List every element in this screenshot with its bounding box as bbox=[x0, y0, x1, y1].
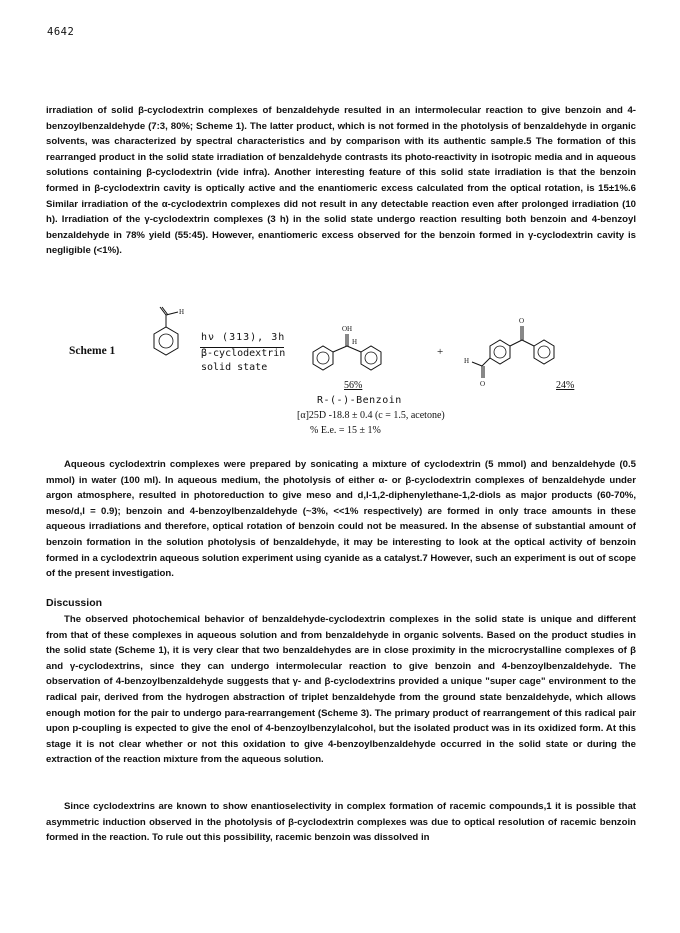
reaction-condition: β-cyclodextrin bbox=[201, 348, 286, 359]
product-name: R-(-)-Benzoin bbox=[317, 395, 402, 406]
plus-sign: + bbox=[437, 346, 444, 358]
section-heading: Discussion bbox=[46, 597, 103, 609]
paragraph-text: Since cyclodextrins are known to show enantioselectivity in complex formation of racemic compounds,1 it is possible that asymmetric induction observed in the photolysis of β-cyclodextrin complexes was due to optical resolution of racemic benzoin formed in the reaction. To rule out this possibility, racemic benzoin was dissolved in bbox=[46, 801, 636, 844]
paragraph-text: irradiation of solid β-cyclodextrin complexes of benzaldehyde resulted in an intermolecular reaction to give benzoin and 4-benzoylbenzaldehyde (7:3, 80%; Scheme 1). The latter product, which is not formed in the photolysis of benzaldehyde in organic solvents, was characterized by spectral characteristics and by comparison with its authentic sample.5 The formation of this rearranged product in the solid state irradiation of benzaldehyde contrasts its photo-reactivity in isotropic media and in aqueous solutions containing β-cyclodextrin (vide infra). Another interesting feature of this solid state irradiation is that the benzoin formed in β-cyclodextrin cavity is optically active and the enantiomeric excess calculated from the optical rotation, is 15±1%.6 Similar irradiation of the α-cyclodextrin complexes did not result in any detectable reaction even after prolonged irradiation (10 h). Irradiation of the γ-cyclodextrin complexes (3 h) in the solid state undergo reaction resulting both benzoin and 4-benzoyl benzaldehyde in 78% yield (55:45). However, enantiomeric excess observed for the benzoin formed in γ-cyclodextrin cavity is negligible (<1%). bbox=[46, 105, 636, 257]
yield-benzoylbenzaldehyde: 24% bbox=[556, 380, 575, 391]
benzoylbenzaldehyde-structure bbox=[460, 310, 590, 390]
optical-rotation: [α]25D -18.8 ± 0.4 (c = 1.5, acetone) bbox=[297, 410, 445, 421]
benzoin-structure bbox=[305, 308, 415, 378]
yield-benzoin: 56% bbox=[344, 380, 363, 391]
paragraph-discussion bbox=[46, 612, 636, 768]
atom-label: H bbox=[464, 357, 470, 365]
atom-label: OH bbox=[342, 325, 353, 333]
paragraph-results bbox=[46, 103, 636, 259]
reaction-condition: solid state bbox=[201, 362, 268, 373]
atom-label: O bbox=[519, 317, 525, 325]
paragraph-aqueous bbox=[46, 457, 636, 582]
paragraph-text: Aqueous cyclodextrin complexes were prepared by sonicating a mixture of cyclodextrin (5 mmol) and benzaldehyde (0.5 mmol) in water (100 ml). In aqueous medium, the photolysis of either α- or β-cyclodextrin complexes of benzaldehyde under argon atmosphere, resulted in photoreduction to give meso and d,l-1,2-diphenylethane-1,2-diols as major products (60-70%, meso/d,l = 0.9); benzoin and 4-benzoylbenzaldehyde (~3%, <<1% respectively) are formed in only trace amounts in these aqueous irradiations and therefore, optical rotation of benzoin could not be measured. In the absense of substantial amount of benzoin formation in the solution photolysis of benzaldehyde, it may be interesting to look at the optical activity of benzoin formed in a cyclodextrin aqueous solution experiment using cyanide as a catalyst.7 However, such an experiment is out of scope of the present investigation. bbox=[46, 459, 636, 580]
reaction-condition: hν (313), 3h bbox=[201, 332, 286, 343]
paragraph-text: The observed photochemical behavior of benzaldehyde-cyclodextrin complexes in the solid state is unique and different from that of these complexes in aqueous solution and from benzaldehyde in organic solvents. Based on the product studies in the solid state (Scheme 1), it is very clear that two benzaldehydes are in close proximity in the microcrystalline complexes of β and γ-cyclodextrins, since they can undergo intermolecular reaction to give benzoin and 4-benzoylbenzaldehyde. The observation of 4-benzoylbenzaldehyde suggests that γ- and β-cyclodextrins provided a unique "super cage" environment to the radical pair, derived from the hydrogen abstraction of triplet benzaldehyde from the ground state benzaldehyde, which allows enough motion for the pair to undergo para-rearrangement (Scheme 3). The primary product of rearrangement of this radical pair upon p-coupling is expected to give the enol of 4-benzoylbenzylalcohol, but the isolated product was in its oxidized form. At this stage it is not clear whether or not this oxidation to give 4-benzoylbenzaldehyde occurred in the solid state or during the extraction of the reaction mixture from the aqueous solution. bbox=[46, 614, 636, 766]
atom-label: O bbox=[480, 380, 486, 388]
page-number: 4642 bbox=[47, 26, 75, 38]
atom-label: H bbox=[179, 308, 185, 316]
scheme-1 bbox=[0, 302, 680, 442]
enantiomeric-excess: % E.e. = 15 ± 1% bbox=[310, 425, 381, 436]
benzaldehyde-structure bbox=[140, 306, 200, 376]
scheme-label: Scheme 1 bbox=[69, 345, 116, 357]
atom-label: H bbox=[352, 338, 358, 346]
paragraph-enantioselectivity bbox=[46, 799, 636, 846]
